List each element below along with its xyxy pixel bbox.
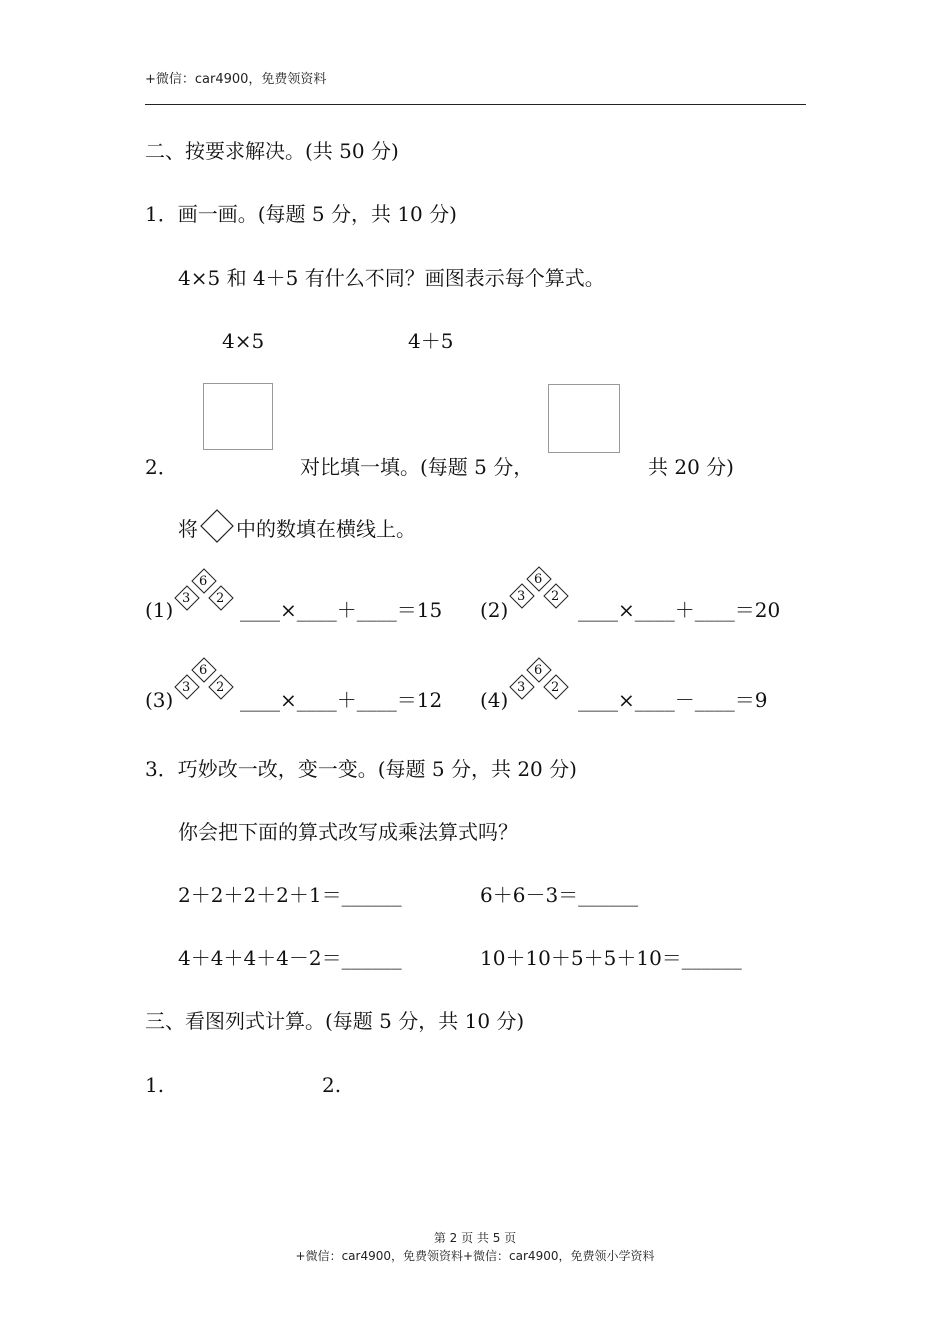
q1-drawing-box-b — [548, 384, 620, 453]
q2-item-1-formula: ____×____＋____＝15 — [240, 598, 443, 622]
diamond-left-number: 3 — [517, 680, 526, 695]
diamond-right-number: 2 — [551, 589, 560, 604]
q2-item-3-formula: ____×____＋____＝12 — [240, 688, 443, 712]
header-rule — [145, 104, 806, 105]
footer-page-number: 第 2 页 共 5 页 — [433, 1231, 517, 1245]
section-3-title: 三、看图列式计算。(每题 5 分，共 10 分) — [145, 1009, 525, 1033]
diamond-right-number: 2 — [551, 680, 560, 695]
q2-item-4-formula: ____×____－____＝9 — [578, 688, 768, 712]
q2-item-2-formula: ____×____＋____＝20 — [578, 598, 781, 622]
diamond-left-number: 3 — [517, 589, 526, 604]
diamond-right-number: 2 — [216, 591, 225, 606]
section-2-title: 二、按要求解决。(共 50 分) — [145, 139, 399, 163]
diamond-cluster-4 — [505, 656, 575, 712]
q1-expr-a: 4×5 — [222, 329, 265, 353]
section-3-item-2: 2. — [322, 1073, 342, 1097]
diamond-cluster-1 — [170, 567, 240, 623]
footer-text: +微信：car4900，免费领资料+微信：car4900，免费领小学资料 — [295, 1249, 655, 1263]
q2-title-tail: 共 20 分) — [648, 455, 734, 479]
diamond-left-number: 3 — [182, 591, 191, 606]
diamond-icon — [199, 508, 235, 544]
q3-item-3: 4＋4＋4＋4－2＝______ — [178, 946, 402, 970]
q2-prompt-end: 中的数填在横线上。 — [236, 517, 416, 541]
diamond-top-number: 6 — [534, 572, 543, 587]
q2-item-1-label: (1) — [145, 598, 174, 622]
diamond-left-number: 3 — [182, 680, 191, 695]
diamond-top-number: 6 — [534, 663, 543, 678]
diamond-top-number: 6 — [199, 663, 208, 678]
diamond-cluster-3 — [170, 656, 240, 712]
q3-prompt: 你会把下面的算式改写成乘法算式吗？ — [178, 820, 518, 844]
q1-expr-b: 4＋5 — [408, 329, 454, 353]
diamond-cluster-2 — [505, 565, 575, 621]
section-3-item-1: 1. — [145, 1073, 165, 1097]
q3-item-4: 10＋10＋5＋5＋10＝______ — [480, 946, 742, 970]
q2-item-4-label: (4) — [480, 688, 509, 712]
q3-item-1: 2＋2＋2＋2＋1＝______ — [178, 883, 402, 907]
diamond-top-number: 6 — [199, 574, 208, 589]
q2-item-2-label: (2) — [480, 598, 509, 622]
q1-prompt: 4×5 和 4＋5 有什么不同？画图表示每个算式。 — [178, 266, 605, 290]
diamond-right-number: 2 — [216, 680, 225, 695]
q2-item-3-label: (3) — [145, 688, 174, 712]
header-text: +微信：car4900，免费领资料 — [145, 72, 327, 87]
q2-number: 2． — [145, 455, 178, 479]
q1-title: 1．画一画。(每题 5 分，共 10 分) — [145, 202, 457, 226]
q1-drawing-box-a — [203, 383, 273, 450]
q3-title: 3．巧妙改一改，变一变。(每题 5 分，共 20 分) — [145, 757, 577, 781]
q2-prompt-start: 将 — [178, 517, 198, 541]
q2-title: 对比填一填。(每题 5 分， — [300, 455, 534, 479]
q3-item-2: 6＋6－3＝______ — [480, 883, 639, 907]
